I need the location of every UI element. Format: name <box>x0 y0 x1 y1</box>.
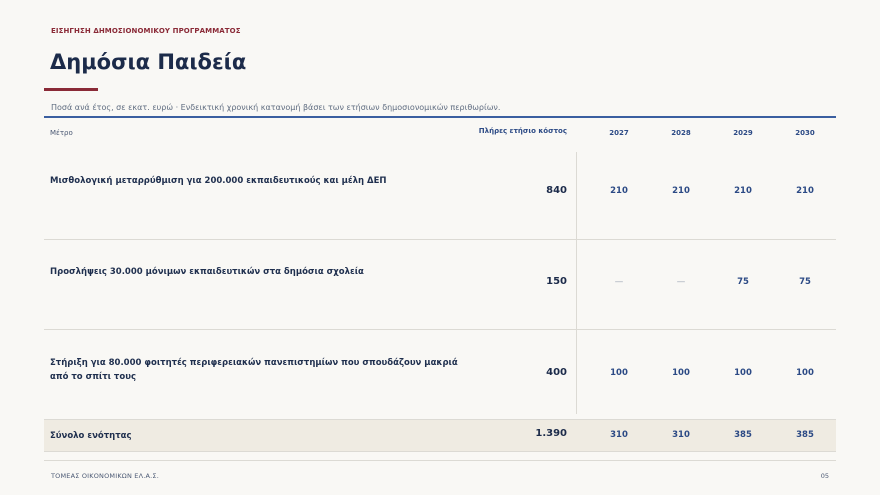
title-rule <box>44 88 98 91</box>
kicker: ΕΙΣΗΓΗΣΗ ΔΗΜΟΣΙΟΝΟΜΙΚΟΥ ΠΡΟΓΡΑΜΜΑΤΟΣ <box>51 27 241 35</box>
row-label: Μισθολογική μεταρρύθμιση για 200.000 εκπαιδευτικούς και μέλη ΔΕΠ <box>50 176 387 186</box>
table-header <box>44 118 836 150</box>
total-value-2027: 310 <box>610 430 628 440</box>
table-row <box>44 330 836 420</box>
column-header-measure: Μέτρο <box>50 129 73 137</box>
total-value-2029: 385 <box>734 430 752 440</box>
total-value-2028: 310 <box>672 430 690 440</box>
total-label: Σύνολο ενότητας <box>50 431 132 441</box>
row-value-2027: 100 <box>610 368 628 378</box>
row-value-2027: — <box>614 277 624 287</box>
row-value-2028: 100 <box>672 368 690 378</box>
column-header-2027: 2027 <box>609 129 629 137</box>
row-label: Προσλήψεις 30.000 μόνιμων εκπαιδευτικών στα δημόσια σχολεία <box>50 267 364 277</box>
column-divider <box>576 152 577 414</box>
footer-rule <box>44 460 836 461</box>
column-header-full-cost: Πλήρες ετήσιο κόστος <box>478 127 567 135</box>
row-full-cost: 840 <box>546 185 567 196</box>
row-value-2030: 75 <box>799 277 811 287</box>
table-row <box>44 150 836 240</box>
row-full-cost: 150 <box>546 276 567 287</box>
total-full-cost: 1.390 <box>535 428 567 439</box>
column-header-2028: 2028 <box>671 129 691 137</box>
row-value-2030: 100 <box>796 368 814 378</box>
subtitle: Ποσά ανά έτος, σε εκατ. ευρώ · Ενδεικτική χρονική κατανομή βάσει των ετήσιων δημοσιονομικών περιθωρίων. <box>51 103 501 112</box>
total-value-2030: 385 <box>796 430 814 440</box>
row-label: Στήριξη για 80.000 φοιτητές περιφερειακών πανεπιστημίων που σπουδάζουν μακριά από το σπίτι τους <box>50 358 458 382</box>
cost-table <box>44 116 836 452</box>
column-header-2030: 2030 <box>795 129 815 137</box>
row-value-2027: 210 <box>610 186 628 196</box>
row-value-2029: 75 <box>737 277 749 287</box>
row-value-2029: 210 <box>734 186 752 196</box>
table-row <box>44 240 836 330</box>
row-value-2029: 100 <box>734 368 752 378</box>
row-value-2028: 210 <box>672 186 690 196</box>
page-title: Δημόσια Παιδεία <box>50 50 247 74</box>
total-row <box>44 420 836 452</box>
column-header-2029: 2029 <box>733 129 753 137</box>
footer-source: ΤΟΜΕΑΣ ΟΙΚΟΝΟΜΙΚΩΝ ΕΛ.Α.Σ. <box>51 472 160 480</box>
page-number: 05 <box>820 472 829 480</box>
row-value-2030: 210 <box>796 186 814 196</box>
row-full-cost: 400 <box>546 367 567 378</box>
row-value-2028: — <box>676 277 686 287</box>
